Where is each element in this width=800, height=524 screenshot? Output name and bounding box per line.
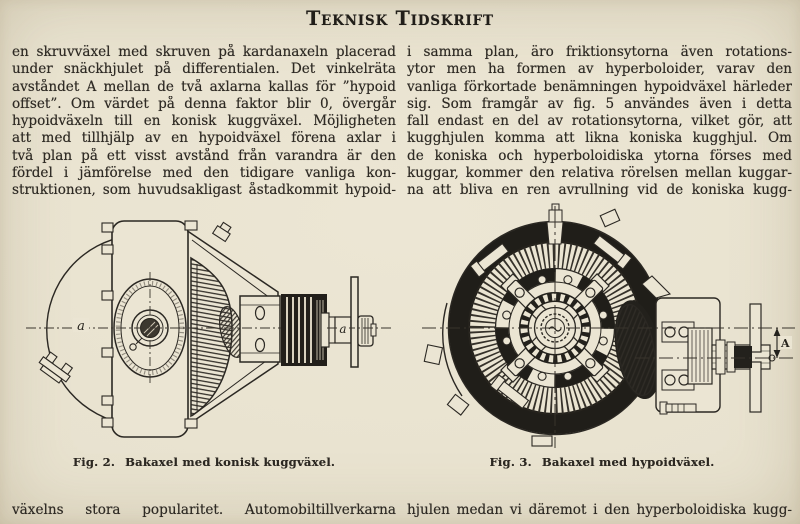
offset-dimension	[774, 328, 781, 358]
page-title: Teknisk Tidskrift	[306, 6, 494, 30]
text-line: i samma plan, äro friktionsytorna även rotations-	[407, 44, 792, 60]
right-text-column	[407, 44, 792, 199]
left-text-column	[12, 44, 396, 199]
shaft-end-nut	[734, 346, 752, 368]
text-line: kuggar, kommer den relativa rörelsen mellan kuggar-	[407, 164, 792, 181]
pinion-housing	[642, 276, 770, 414]
text-line: ytor men ha formen av hyperboloider, varav den	[407, 61, 792, 78]
fig2-caption	[20, 455, 388, 469]
text-line: offset”. Om värdet på denna faktor blir 0, övergår	[12, 95, 396, 112]
dome-mounting-lug	[36, 350, 74, 386]
yoke-lower-prong	[750, 362, 761, 412]
text-line: vanliga förkortade benämningen hypoidväxel härleder	[407, 78, 792, 95]
fig2-caption-text: Bakaxel med konisk kuggväxel.	[125, 455, 336, 469]
fig3-caption	[420, 455, 784, 469]
text-line: struktionen, som huvudsakligast åstadkommit hypoid-	[12, 182, 396, 198]
bottom-text-left: växelns stora popularitet. Automobiltillverkarna	[12, 502, 396, 518]
text-line: under snäckhjulet på differentialen. Det vinkelräta	[12, 61, 396, 78]
splined-coupling	[281, 294, 327, 366]
shaft-label-a: a	[339, 322, 347, 336]
text-line: na att bliva en ren avrullning vid de koniska kugg-	[407, 182, 792, 198]
text-line: de koniska och hyperboloidiska ytorna förses med	[407, 147, 792, 164]
oil-plug	[130, 344, 136, 350]
companion-flange-disc	[351, 277, 358, 367]
fig2-caption-label: Fig. 2.	[72, 455, 116, 469]
text-line: hypoidväxeln till en konisk kuggväxel. Möjligheten	[12, 113, 396, 129]
fig3-caption-text: Bakaxel med hypoidväxel.	[541, 455, 715, 469]
text-line: fall endast en del av rotationsytorna, vilket gör, att	[407, 113, 792, 129]
drain-bolt	[666, 404, 696, 412]
text-line: en skruvväxel med skruven på kardanaxeln placerad	[12, 44, 396, 60]
offset-label: A	[781, 337, 790, 350]
bottom-text-right: hjulen medan vi däremot i den hyperboloidiska kugg-	[407, 502, 792, 518]
axis-label-a: a	[77, 319, 85, 334]
text-line: kugghjulen komma att likna koniska kugghjul. Om	[407, 130, 792, 147]
fig3-caption-label: Fig. 3.	[489, 455, 532, 469]
fig3-drawing	[420, 198, 800, 456]
text-line: fördel i jämförelse med den tidigare vanliga kon-	[12, 164, 396, 181]
text-line: att med tillhjälp av en hypoidväxel förena axlar i	[12, 130, 396, 147]
text-line: sig. Som framgår av fig. 5 användes även i detta	[407, 95, 792, 112]
pinion-bearing-block	[240, 296, 280, 362]
text-line: avståndet A mellan de två axlarna kallas för ”hypoid	[12, 78, 396, 95]
fig2-drawing	[18, 210, 398, 455]
text-line: två plan på ett visst avstånd från varandra är den	[12, 147, 396, 164]
